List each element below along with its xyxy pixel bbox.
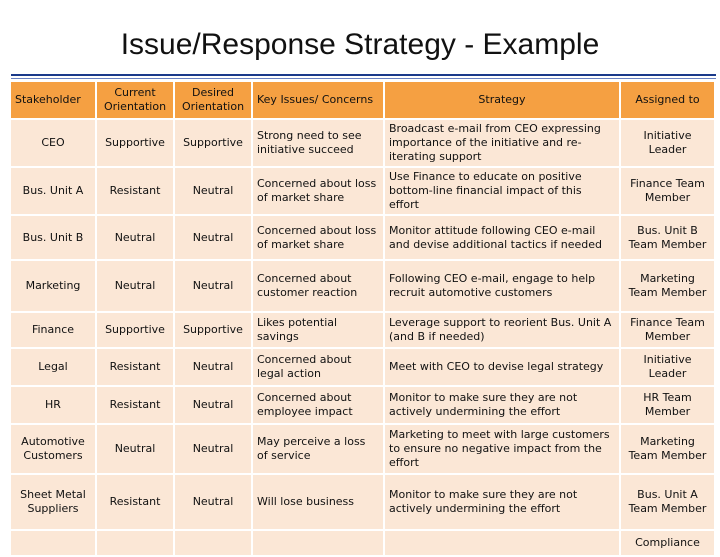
header-key-issues: Key Issues/ Concerns (253, 82, 385, 118)
key-issues-cell (253, 531, 385, 555)
assigned-to-cell: Marketing Team Member (621, 261, 716, 311)
table-row (11, 475, 716, 529)
assigned-to-cell: Compliance (621, 531, 716, 555)
assigned-to-cell: Initiative Leader (621, 120, 716, 166)
table-row (11, 261, 716, 311)
key-issues-cell: Likes potential savings (253, 313, 385, 347)
stakeholder-cell: Bus. Unit A (11, 168, 97, 214)
header-strategy: Strategy (385, 82, 621, 118)
assigned-to-cell: Finance Team Member (621, 313, 716, 347)
title-underline (11, 74, 716, 76)
strategy-cell (385, 531, 621, 555)
key-issues-cell: Concerned about employee impact (253, 387, 385, 423)
table-row (11, 531, 716, 555)
key-issues-cell: Concerned about customer reaction (253, 261, 385, 311)
stakeholder-cell: Marketing (11, 261, 97, 311)
strategy-cell: Following CEO e-mail, engage to help recruit automotive customers (385, 261, 621, 311)
table-row (11, 313, 716, 347)
table-row (11, 349, 716, 385)
table-row (11, 425, 716, 473)
strategy-cell: Monitor to make sure they are not actively undermining the effort (385, 387, 621, 423)
key-issues-cell: Concerned about legal action (253, 349, 385, 385)
desired-orientation-cell: Neutral (175, 349, 253, 385)
stakeholder-cell: CEO (11, 120, 97, 166)
desired-orientation-cell (175, 531, 253, 555)
current-orientation-cell: Resistant (97, 387, 175, 423)
strategy-cell: Marketing to meet with large customers to ensure no negative impact from the effort (385, 425, 621, 473)
stakeholder-cell: Bus. Unit B (11, 216, 97, 259)
strategy-cell: Monitor to make sure they are not actively undermining the effort (385, 475, 621, 529)
current-orientation-cell: Neutral (97, 216, 175, 259)
strategy-table (11, 80, 716, 557)
current-orientation-cell: Neutral (97, 425, 175, 473)
desired-orientation-cell: Neutral (175, 425, 253, 473)
assigned-to-cell: Bus. Unit B Team Member (621, 216, 716, 259)
desired-orientation-cell: Supportive (175, 313, 253, 347)
strategy-cell: Leverage support to reorient Bus. Unit A (and B if needed) (385, 313, 621, 347)
header-desired-orientation: Desired Orientation (175, 82, 253, 118)
strategy-cell: Use Finance to educate on positive bottom-line financial impact of this effort (385, 168, 621, 214)
desired-orientation-cell: Neutral (175, 168, 253, 214)
header-assigned-to: Assigned to (621, 82, 716, 118)
desired-orientation-cell: Neutral (175, 261, 253, 311)
current-orientation-cell: Supportive (97, 313, 175, 347)
table-row (11, 387, 716, 423)
desired-orientation-cell: Supportive (175, 120, 253, 166)
assigned-to-cell: Finance Team Member (621, 168, 716, 214)
key-issues-cell: Concerned about loss of market share (253, 168, 385, 214)
stakeholder-cell: HR (11, 387, 97, 423)
key-issues-cell: Strong need to see initiative succeed (253, 120, 385, 166)
table-row (11, 216, 716, 259)
current-orientation-cell: Resistant (97, 475, 175, 529)
desired-orientation-cell: Neutral (175, 475, 253, 529)
key-issues-cell: May perceive a loss of service (253, 425, 385, 473)
table-row (11, 120, 716, 166)
key-issues-cell: Will lose business (253, 475, 385, 529)
header-current-orientation: Current Orientation (97, 82, 175, 118)
stakeholder-cell: Finance (11, 313, 97, 347)
stakeholder-cell: Legal (11, 349, 97, 385)
assigned-to-cell: Initiative Leader (621, 349, 716, 385)
strategy-cell: Monitor attitude following CEO e-mail and devise additional tactics if needed (385, 216, 621, 259)
desired-orientation-cell: Neutral (175, 216, 253, 259)
current-orientation-cell: Neutral (97, 261, 175, 311)
title-underline-thin (11, 78, 716, 79)
current-orientation-cell: Resistant (97, 349, 175, 385)
assigned-to-cell: Bus. Unit A Team Member (621, 475, 716, 529)
assigned-to-cell: Marketing Team Member (621, 425, 716, 473)
header-row (11, 82, 716, 118)
current-orientation-cell: Resistant (97, 168, 175, 214)
key-issues-cell: Concerned about loss of market share (253, 216, 385, 259)
desired-orientation-cell: Neutral (175, 387, 253, 423)
current-orientation-cell (97, 531, 175, 555)
slide-title: Issue/Response Strategy - Example (120, 28, 600, 61)
current-orientation-cell: Supportive (97, 120, 175, 166)
stakeholder-cell: Automotive Customers (11, 425, 97, 473)
header-stakeholder: Stakeholder (11, 82, 97, 118)
assigned-to-cell: HR Team Member (621, 387, 716, 423)
stakeholder-cell (11, 531, 97, 555)
stakeholder-cell: Sheet Metal Suppliers (11, 475, 97, 529)
table-row (11, 168, 716, 214)
strategy-cell: Meet with CEO to devise legal strategy (385, 349, 621, 385)
strategy-cell: Broadcast e-mail from CEO expressing importance of the initiative and re-iterating support (385, 120, 621, 166)
